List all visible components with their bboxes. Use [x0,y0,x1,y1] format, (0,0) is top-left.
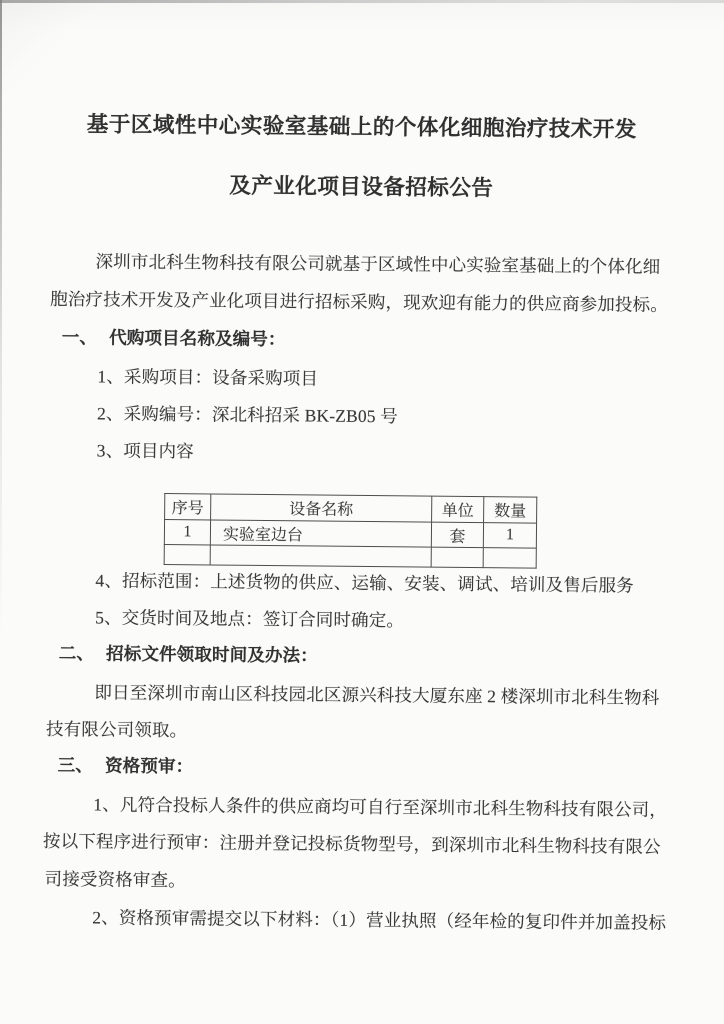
section-3-heading-text: 资格预审： [104,755,194,777]
table-cell-serial: 1 [164,520,210,545]
table-header-unit: 单位 [432,496,484,522]
section-3-number: 三、 [57,755,94,776]
section-1-heading-text: 代购项目名称及编号： [109,327,286,350]
section-2-body-line-2: 技有限公司领取。 [45,718,188,741]
table-header-device-name: 设备名称 [211,494,432,522]
section-3-item-1-line-3: 司接受资格审查。 [44,868,186,891]
section-3-item-1-line-1: 1、凡符合投标人条件的供应商均可自行至深圳市北科生物科技有限公司， [93,794,668,820]
section-3-heading [58,755,194,776]
table-row-empty [164,545,536,569]
section-2-body-line-1: 即日至深圳市南山区科技园北区源兴科技大厦东座 2 楼深圳市北科生物科 [94,682,660,708]
section-1-item-4: 4、招标范围：上述货物的供应、运输、安装、调试、培训及售后服务 [95,570,634,596]
intro-paragraph-line-2: 胞治疗技术开发及产业化项目进行招标采购，现欢迎有能力的供应商参加投标。 [50,288,669,315]
equipment-table [164,493,538,569]
section-2-heading-text: 招标文件领取时间及办法： [106,643,318,666]
section-1-item-3: 3、项目内容 [96,440,194,462]
document-title-line-2: 及产业化项目设备招标公告 [229,173,494,201]
section-1-item-2: 2、采购编号：深北科招采 BK-ZB05 号 [96,403,398,427]
equipment-table-header-row [165,494,537,524]
table-cell-quantity: 1 [483,523,536,549]
table-cell-device-name [210,545,431,567]
table-header-serial: 序号 [165,494,211,520]
table-cell-device-name: 实验室边台 [210,520,431,547]
section-2-heading [59,643,318,666]
table-cell-unit [431,547,483,567]
section-2-number: 二、 [58,643,95,664]
section-1-item-5: 5、交货时间及地点：签订合同时确定。 [95,607,405,631]
table-header-quantity: 数量 [484,497,537,524]
table-cell-quantity [483,548,536,569]
table-row [164,520,536,549]
section-1-heading [62,327,286,349]
table-cell-unit: 套 [431,522,483,547]
intro-paragraph-line-1: 深圳市北科生物科技有限公司就基于区域性中心实验室基础上的个体化细 [95,251,661,277]
section-1-item-1: 1、采购项目：设备采购项目 [97,366,319,389]
section-3-item-1-line-2: 按以下程序进行预审：注册并登记投标货物型号，到深圳市北科生物科技有限公 [42,830,661,857]
document-title-line-1: 基于区域性中心实验室基础上的个体化细胞治疗技术开发 [86,112,637,142]
section-3-item-2-line-1: 2、资格预审需提交以下材料：（1）营业执照（经年检的复印件并加盖投标 [92,907,667,933]
table-cell-serial [164,545,210,565]
section-1-number: 一、 [61,327,98,348]
